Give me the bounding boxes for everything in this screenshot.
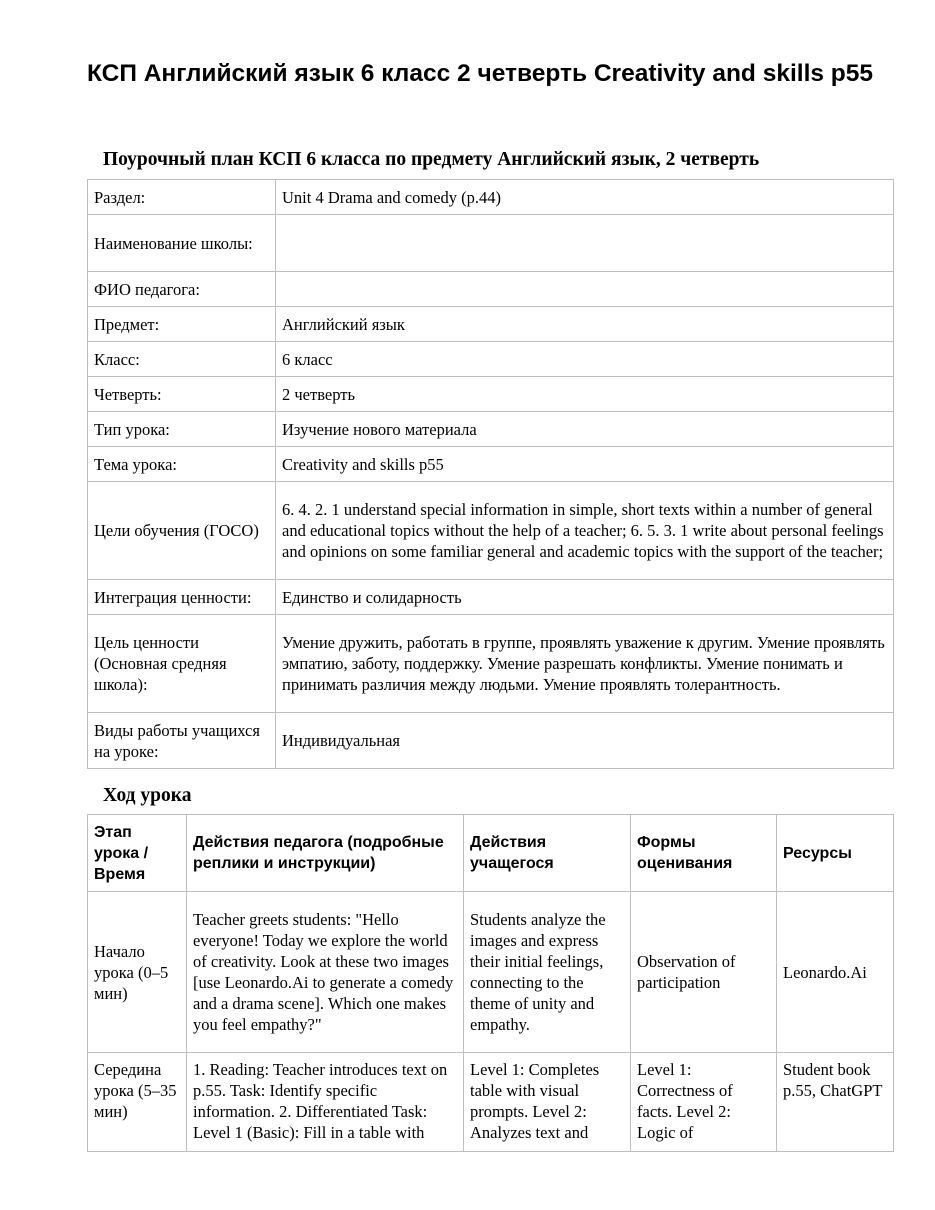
column-header-stage: Этап урока / Время	[88, 815, 187, 892]
teacher-actions-cell: Teacher greets students: "Hello everyone! Today we explore the world of creativity. Look at these two images [use Leonardo.Ai to generate a comedy and a drama scene]. Which one makes you feel empathy?"	[187, 892, 464, 1053]
info-value: 6. 4. 2. 1 understand special information in simple, short texts within a number of general and educational topics without the help of a teacher; 6. 5. 3. 1 write about personal feelings and opinions on some familiar general and academic topics with the support of the teacher;	[276, 482, 894, 580]
cell-text: Level 1: Correctness of facts. Level 2: Logic of	[637, 1060, 733, 1142]
info-label: Интеграция ценности:	[88, 580, 276, 615]
info-label: Цель ценности (Основная средняя школа):	[88, 615, 276, 713]
column-header-student-actions: Действия учащегося	[464, 815, 631, 892]
cell-text: Середина урока (5–35 мин)	[94, 1060, 177, 1121]
assessment-cell	[631, 1053, 777, 1152]
lesson-flow-heading: Ход урока	[103, 785, 192, 806]
table-row	[88, 713, 894, 769]
table-row	[88, 482, 894, 580]
info-value: 2 четверть	[276, 377, 894, 412]
table-row	[88, 377, 894, 412]
info-label: Цели обучения (ГОСО)	[88, 482, 276, 580]
table-row	[88, 215, 894, 272]
column-header-teacher-actions: Действия педагога (подробные реплики и инструкции)	[187, 815, 464, 892]
info-value: Единство и солидарность	[276, 580, 894, 615]
cell-text: Student book p.55, ChatGPT	[783, 1060, 883, 1100]
info-label: Наименование школы:	[88, 215, 276, 272]
table-row	[88, 342, 894, 377]
lesson-info-table	[87, 179, 894, 769]
table-row	[88, 180, 894, 215]
info-value: Unit 4 Drama and comedy (p.44)	[276, 180, 894, 215]
table-row	[88, 892, 894, 1053]
resources-cell	[777, 1053, 894, 1152]
info-value: Английский язык	[276, 307, 894, 342]
assessment-cell: Observation of participation	[631, 892, 777, 1053]
info-value	[276, 272, 894, 307]
info-value	[276, 215, 894, 272]
info-value: Изучение нового материала	[276, 412, 894, 447]
column-header-assessment: Формы оценивания	[631, 815, 777, 892]
student-actions-cell: Students analyze the images and express their initial feelings, connecting to the theme of unity and empathy.	[464, 892, 631, 1053]
info-label: Класс:	[88, 342, 276, 377]
page-title: КСП Английский язык 6 класс 2 четверть Creativity and skills p55	[87, 60, 874, 87]
info-label: Четверть:	[88, 377, 276, 412]
table-row	[88, 272, 894, 307]
info-label: ФИО педагога:	[88, 272, 276, 307]
table-row	[88, 447, 894, 482]
stage-cell	[88, 1053, 187, 1152]
table-row	[88, 615, 894, 713]
student-actions-cell	[464, 1053, 631, 1152]
stage-cell: Начало урока (0–5 мин)	[88, 892, 187, 1053]
table-row	[88, 1053, 894, 1152]
table-header-row	[88, 815, 894, 892]
cell-text: 1. Reading: Teacher introduces text on p.55. Task: Identify specific information. 2. Differentiated Task: Level 1 (Basic): Fill in a table with	[193, 1060, 448, 1142]
column-header-resources: Ресурсы	[777, 815, 894, 892]
info-value: Умение дружить, работать в группе, проявлять уважение к другим. Умение проявлять эмпатию, заботу, поддержку. Умение разрешать конфликты. Умение понимать и принимать различия между людьми. Умение проявлять толерантность.	[276, 615, 894, 713]
table-row	[88, 580, 894, 615]
info-value: Индивидуальная	[276, 713, 894, 769]
resources-cell: Leonardo.Ai	[777, 892, 894, 1053]
info-label: Тип урока:	[88, 412, 276, 447]
table-row	[88, 307, 894, 342]
info-label: Виды работы учащихся на уроке:	[88, 713, 276, 769]
info-label: Предмет:	[88, 307, 276, 342]
lesson-flow-table	[87, 814, 894, 1152]
info-label: Раздел:	[88, 180, 276, 215]
info-label: Тема урока:	[88, 447, 276, 482]
info-value: 6 класс	[276, 342, 894, 377]
info-value: Creativity and skills p55	[276, 447, 894, 482]
plan-heading: Поурочный план КСП 6 класса по предмету Английский язык, 2 четверть	[103, 149, 760, 170]
teacher-actions-cell	[187, 1053, 464, 1152]
table-row	[88, 412, 894, 447]
cell-text: Level 1: Completes table with visual prompts. Level 2: Analyzes text and	[470, 1060, 600, 1142]
